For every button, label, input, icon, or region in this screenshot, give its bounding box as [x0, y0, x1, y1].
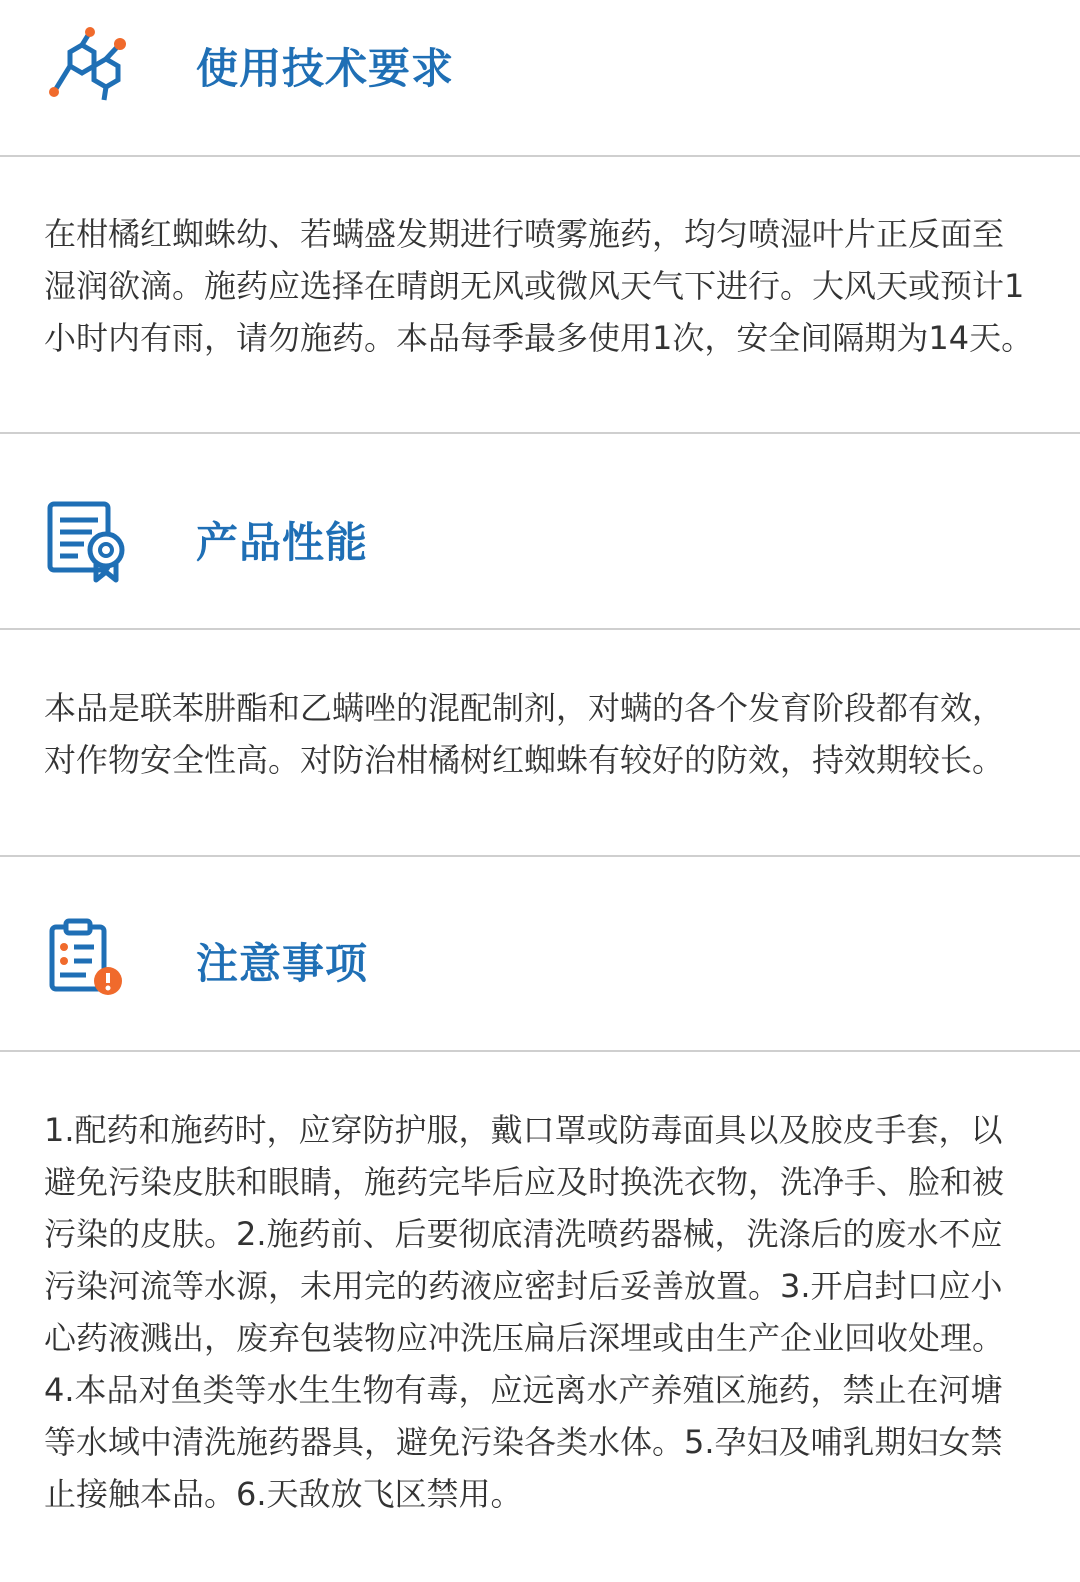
section-body-text: 本品是联苯肼酯和乙螨唑的混配制剂，对螨的各个发育阶段都有效，对作物安全性高。对防治柑橘树红蜘蛛有较好的防效，持效期较长。 [44, 689, 1005, 779]
clipboard-warning-icon [44, 917, 132, 1005]
section-body-text: 1.配药和施药时，应穿防护服，戴口罩或防毒面具以及胶皮手套，以避免污染皮肤和眼睛，施药完毕后应及时换洗衣物，洗净手、脸和被污染的皮肤。2.施药前、后要彻底清洗喷药器械，洗涤后的废水不应污染河流等水源，未用完的药液应密封后妥善放置。3.开启封口应小心药液溅出，废弃包装物应冲洗压扁后深埋或由生产企业回收处理。4.本品对鱼类等水生生物有毒，应远离水产养殖区施药，禁止在河塘等水域中清洗施药器具，避免污染各类水体。5.孕妇及哺乳期妇女禁止接触本品。6.天敌放飞区禁用。 [44, 1111, 1005, 1513]
section-title: 注意事项 [196, 939, 369, 988]
section-body-text: 在柑橘红蜘蛛幼、若螨盛发期进行喷雾施药，均匀喷湿叶片正反面至湿润欲滴。施药应选择在晴朗无风或微风天气下进行。大风天或预计1小时内有雨，请勿施药。本品每季最多使用1次，安全间隔期为14天。 [44, 215, 1034, 357]
section-title: 使用技术要求 [196, 44, 455, 93]
divider [0, 155, 1080, 157]
divider [0, 628, 1080, 630]
molecule-icon [44, 22, 132, 110]
section-header-precautions [0, 855, 1080, 988]
divider [0, 1050, 1080, 1052]
certificate-document-icon [44, 498, 132, 586]
section-header-product-performance [0, 432, 1080, 567]
section-title: 产品性能 [196, 518, 369, 567]
section-header-technical-requirements [0, 0, 1080, 130]
